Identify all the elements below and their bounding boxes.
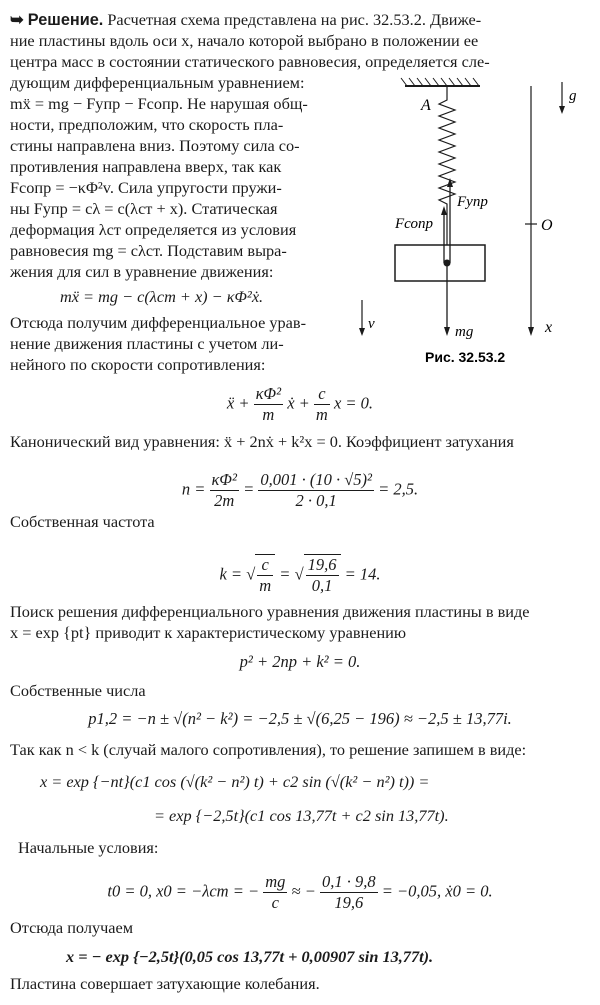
equation-init: t0 = 0, x0 = −λст = − $\frac{mg}{c}$ ≈ − $\frac{0,1 \cdot 9,8}{19,6}$ = −0,05, ẋ0 = 0. (107, 872, 493, 912)
intro-text-1: Расчетная схема представлена на рис. 32.53.2. Движе- (107, 10, 482, 29)
eigen-label: Собственные числа (10, 681, 146, 700)
solution-heading: Решение. (27, 11, 104, 29)
intro-line-6: ности, предположим, что скорость пла- (10, 115, 284, 134)
equation-k: k = √ $\frac{c}{m}$ = √ $\frac{19,6}{0,1}$ = 14. (219, 555, 381, 595)
intro-line-12: равновесия mg = cλст. Подставим выра- (10, 241, 287, 260)
equation-p: p1,2 = −n ± √(n² − k²) = −2,5 ± √(6,25 − 196) ≈ −2,5 ± 13,77i. (88, 709, 512, 728)
label-O: O (541, 217, 553, 234)
since-text: Так как n < k (случай малого сопротивления), то решение запишем в виде: (10, 740, 527, 759)
intro-line-8: противления направлена вверх, так как (10, 157, 282, 176)
plate (395, 245, 485, 281)
intro-line-13: жения для сил в уравнение движения: (10, 262, 274, 281)
label-g: g (569, 88, 577, 104)
equation-x1: x = exp {−nt}(c1 cos (√(k² − n²) t) + c2 sin (√(k² − n²) t)) = (40, 772, 430, 791)
label-F-upr: Fупр (457, 194, 488, 210)
spring (439, 86, 455, 260)
equation-diff: ẍ + $\frac{\text{κΦ²}}{m}$ ẋ + $\frac{c}{m}$ x = 0. (226, 384, 374, 424)
search-line-1: Поиск решения дифференциального уравнения движения пластины в виде (10, 602, 530, 621)
intro-line-2: ние пластины вдоль оси x, начало которой выбрано в положении ее (10, 31, 479, 50)
figure-caption: Рис. 32.53.2 (425, 349, 506, 365)
freq-label: Собственная частота (10, 512, 155, 531)
intro-line-9: Fсопр = −κΦ²v. Сила упругости пружи- (10, 178, 282, 197)
ceiling (401, 78, 480, 86)
para2-line-2: нение движения пластины с учетом ли- (10, 334, 284, 353)
label-mg: mg (455, 324, 474, 340)
label-v: v (368, 316, 375, 332)
equation-n: n = $\frac{\text{κΦ²}}{2m}$ = $\frac{\text{0,001 · (10 · √5)²}}{2 \cdot 0,1}$ = 2,5. (181, 470, 419, 510)
intro-line-10: ны Fупр = cλ = c(λст + x). Статическая (10, 199, 278, 218)
intro-line-1 (10, 10, 481, 30)
search-line-2: x = exp {pt} приводит к характеристическому уравнению (10, 623, 407, 642)
label-x: x (545, 319, 553, 336)
intro-line-7: стины направлена вниз. Поэтому сила со- (10, 136, 300, 155)
intro-line-4: дующим дифференциальным уравнением: (10, 73, 305, 92)
label-A: A (421, 97, 431, 114)
equation-characteristic: p² + 2np + k² = 0. (239, 652, 361, 671)
equation-motion: mẍ = mg − c(λст + x) − κΦ²ẋ. (60, 287, 264, 306)
hence-text: Отсюда получаем (10, 918, 134, 937)
canonical-text: Канонический вид уравнения: ẍ + 2nẋ + k²x = 0. Коэффициент затухания (10, 432, 514, 451)
equation-final: x = − exp {−2,5t}(0,05 cos 13,77t + 0,00907 sin 13,77t). (66, 947, 434, 966)
equation-x2: = exp {−2,5t}(c1 cos 13,77t + c2 sin 13,77t). (154, 806, 449, 825)
intro-line-3: центра масс в состоянии статического равновесия, определяется сле- (10, 52, 490, 71)
para2-line-3: нейного по скорости сопротивления: (10, 355, 266, 374)
init-label: Начальные условия: (18, 838, 159, 857)
label-F-sopr: Fсопр (395, 216, 433, 232)
para2-line-1: Отсюда получим дифференциальное урав- (10, 313, 307, 332)
intro-line-5: mẍ = mg − Fупр − Fсопр. Не нарушая общ- (10, 94, 308, 113)
figure-diagram (355, 70, 595, 380)
intro-line-11: деформация λст определяется из условия (10, 220, 297, 239)
conclusion-text: Пластина совершает затухающие колебания. (10, 974, 320, 993)
solution-arrow-icon: ➥ (10, 11, 24, 29)
